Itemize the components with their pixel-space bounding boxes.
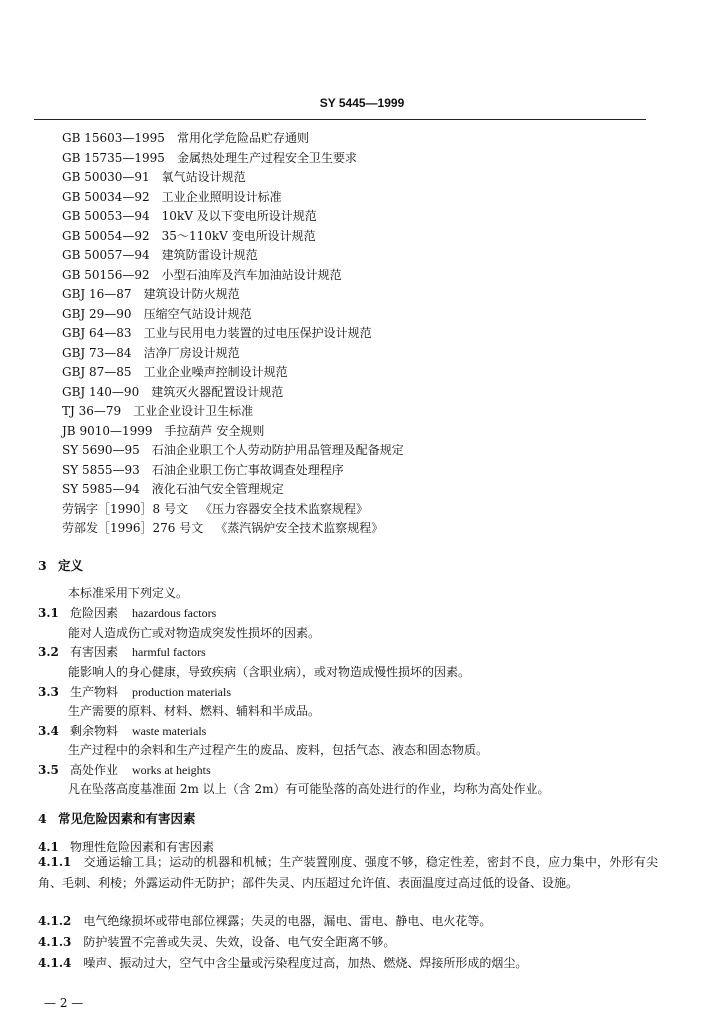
reference-code: GB 50057—94 [62, 248, 150, 262]
reference-code: GB 50034—92 [62, 189, 150, 204]
reference-item [62, 422, 662, 442]
reference-title: 小型石油库及汽车加油站设计规范 [161, 267, 342, 282]
reference-item [62, 266, 662, 286]
page-header: SY 5445—1999 [319, 96, 405, 110]
clause-text: 电气绝缘损坏或带电部位裸露；失灵的电器，漏电、雷电、静电、电火花等。 [83, 914, 492, 928]
reference-code: GBJ 87—85 [62, 365, 132, 379]
reference-item [62, 207, 662, 227]
term-zh: 高处作业 [70, 763, 119, 777]
term-en: waste materials [132, 724, 207, 738]
reference-title: 工业企业设计卫生标准 [133, 404, 254, 418]
subsection-title: 物理性危险因素和有害因素 [70, 840, 215, 854]
clause-number: 3.4 [38, 724, 59, 738]
reference-item [62, 324, 662, 344]
reference-item [62, 441, 662, 461]
reference-code: SY 5985—94 [62, 482, 140, 496]
clause-number: 3.5 [38, 763, 59, 777]
section-title: 常见危险因素和有害因素 [58, 811, 196, 826]
clause-paragraph [38, 953, 658, 974]
reference-title: 建筑防雷设计规范 [161, 248, 258, 262]
reference-item [62, 480, 662, 500]
reference-item [62, 168, 662, 188]
reference-title: 工业与民用电力装置的过电压保护设计规范 [143, 326, 372, 340]
reference-list [62, 129, 662, 539]
section-3-intro: 本标准采用下列定义。 [68, 586, 189, 600]
clause-number: 4.1.1 [38, 855, 72, 869]
reference-code: GB 50054—92 [62, 228, 150, 243]
clause-text: 交通运输工具；运动的机器和机械；生产装置刚度、强度不够，稳定性差，密封不良，应力集中，外形有尖角、毛刺、利棱；外露运动件无防护；部件失灵、内压超过允许值、表面温度过高过低的设备、设施。 [38, 855, 658, 890]
reference-title: 10kV 及以下变电所设计规范 [161, 209, 317, 223]
reference-code: GBJ 29—90 [62, 306, 132, 321]
reference-title: 石油企业职工伤亡事故调查处理程序 [151, 462, 344, 477]
clause-paragraph [38, 852, 658, 894]
reference-code: GB 15735—1995 [62, 150, 165, 165]
definition-text: 凡在坠落高度基准面 2m 以上（含 2m）有可能坠落的高处进行的作业，均称为高处作业。 [68, 782, 550, 796]
reference-code: SY 5855—93 [62, 462, 140, 477]
reference-title: 液化石油气安全管理规定 [151, 482, 284, 496]
clause-text: 噪声、振动过大，空气中含尘量或污染程度过高，加热、燃烧、焊接所形成的烟尘。 [83, 956, 528, 970]
reference-title: 建筑设计防火规范 [143, 287, 240, 301]
reference-title: 石油企业职工个人劳动防护用品管理及配备规定 [151, 443, 404, 457]
section-title: 定义 [58, 558, 84, 573]
reference-item [62, 363, 662, 383]
reference-title: 手拉葫芦 安全规则 [164, 423, 265, 438]
term-en: harmful factors [132, 645, 206, 659]
term-zh: 剩余物料 [70, 724, 119, 738]
reference-item [62, 149, 662, 169]
reference-item [62, 461, 662, 481]
reference-title: 洁净厂房设计规范 [143, 345, 240, 360]
term-en: hazardous factors [132, 606, 217, 620]
reference-code: JB 9010—1999 [62, 423, 153, 438]
reference-code: GBJ 73—84 [62, 345, 132, 360]
reference-code: 劳锅字［1990］8 号文 [62, 501, 188, 516]
reference-title: 常用化学危险品贮存通则 [176, 131, 309, 145]
reference-code: GBJ 140—90 [62, 384, 140, 399]
clause-paragraph [38, 932, 658, 953]
reference-code: GB 50030—91 [62, 170, 150, 184]
section-number: 4 [38, 811, 47, 826]
page-number: — 2 — [44, 996, 84, 1010]
reference-item [62, 188, 662, 208]
reference-title: 工业企业噪声控制设计规范 [143, 365, 288, 379]
clause-number: 3.1 [38, 606, 59, 620]
clause-number: 3.3 [38, 685, 59, 699]
clause-number: 3.2 [38, 645, 59, 659]
reference-item [62, 227, 662, 247]
definition-text: 生产过程中的余料和生产过程产生的废品、废料，包括气态、液态和固态物质。 [68, 743, 489, 757]
term-en: production materials [132, 685, 231, 699]
reference-code: GBJ 16—87 [62, 287, 132, 301]
clause-number: 4.1.3 [38, 935, 72, 949]
definition-term [38, 722, 206, 739]
reference-title: 建筑灭火器配置设计规范 [151, 384, 284, 399]
reference-title: 压缩空气站设计规范 [143, 306, 252, 321]
reference-item [62, 129, 662, 149]
reference-item [62, 383, 662, 403]
clause-number: 4.1 [38, 840, 59, 854]
reference-title: 35～110kV 变电所设计规范 [161, 228, 316, 243]
reference-code: TJ 36—79 [62, 404, 122, 418]
clause-number: 4.1.4 [38, 956, 72, 970]
section-3-heading [38, 556, 83, 574]
reference-item [62, 402, 662, 422]
reference-title: 工业企业照明设计标准 [161, 189, 282, 204]
reference-code: GBJ 64—83 [62, 326, 132, 340]
reference-code: 劳部发［1996］276 号文 [62, 521, 204, 535]
definition-text: 生产需要的原料、材料、燃料、辅料和半成品。 [68, 704, 321, 718]
clause-paragraph [38, 911, 658, 932]
term-zh: 生产物料 [70, 685, 119, 699]
definition-text: 能对人造成伤亡或对物造成突发性损坏的因素。 [68, 626, 321, 640]
reference-title: 氧气站设计规范 [161, 170, 246, 184]
clause-number: 4.1.2 [38, 914, 72, 928]
reference-code: GB 50156—92 [62, 267, 150, 282]
term-zh: 危险因素 [70, 606, 119, 620]
reference-item [62, 519, 662, 539]
reference-title: 《蒸汽锅炉安全技术监察规程》 [215, 521, 384, 535]
definition-term [38, 683, 231, 700]
term-zh: 有害因素 [70, 645, 119, 659]
section-number: 3 [38, 558, 47, 573]
reference-code: GB 15603—1995 [62, 131, 165, 145]
definition-text: 能影响人的身心健康，导致疾病（含职业病），或对物造成慢性损坏的因素。 [68, 665, 471, 679]
header-rule [34, 119, 646, 120]
reference-code: GB 50053—94 [62, 209, 150, 223]
reference-item [62, 344, 662, 364]
reference-item [62, 285, 662, 305]
definition-term [38, 604, 216, 621]
reference-title: 金属热处理生产过程安全卫生要求 [176, 150, 357, 165]
term-en: works at heights [132, 763, 211, 777]
clause-text: 防护装置不完善或失灵、失效，设备、电气安全距离不够。 [83, 935, 396, 949]
reference-item [62, 305, 662, 325]
definition-term [38, 643, 206, 660]
reference-item [62, 246, 662, 266]
section-4-heading [38, 809, 196, 827]
definition-term [38, 761, 211, 778]
reference-title: 《压力容器安全技术监察规程》 [200, 501, 369, 516]
reference-code: SY 5690—95 [62, 443, 140, 457]
reference-item [62, 500, 662, 520]
